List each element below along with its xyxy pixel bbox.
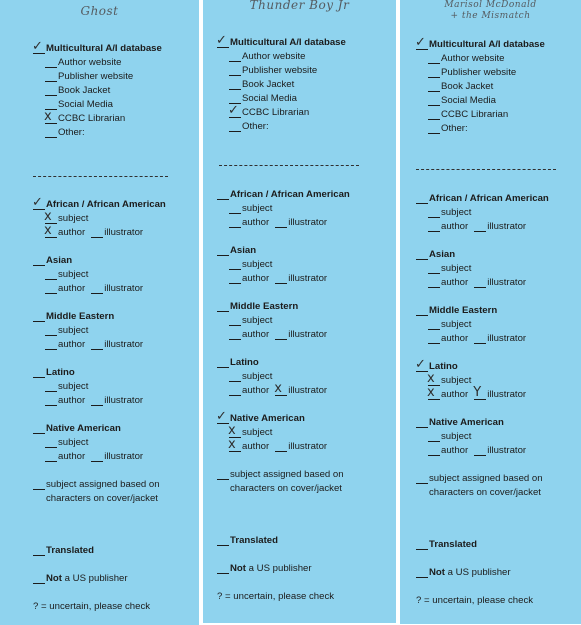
not-label: Not [46, 573, 62, 584]
checklist-sheet-1 [0, 0, 199, 625]
author-checkbox[interactable] [228, 437, 241, 452]
sheet-title [0, 6, 199, 17]
separator-line [219, 165, 359, 166]
source-item [217, 62, 346, 76]
subject-label: subject [58, 437, 89, 448]
source-label: Book Jacket [58, 85, 111, 96]
ethnicity-section [33, 196, 166, 612]
database-checkbox[interactable] [415, 35, 428, 50]
illustrator-label: illustrator [104, 451, 144, 462]
source-item [33, 124, 162, 138]
category-checkbox[interactable] [33, 422, 45, 434]
sheet-title-line-1: Ghost [80, 4, 119, 18]
handwritten-mark: ✓ [216, 409, 227, 424]
category-label: Middle Eastern [230, 301, 299, 312]
role-row [33, 378, 166, 392]
cover-based-label-line-2: characters on cover/jacket [46, 493, 158, 504]
subject-checkbox[interactable] [229, 202, 241, 214]
uncertain-note [416, 592, 549, 606]
source-checkbox[interactable] [428, 80, 440, 92]
subject-label: subject [58, 269, 89, 280]
illustrator-label: illustrator [104, 339, 144, 350]
category-native-american [416, 414, 549, 428]
database-label: Multicultural A/I database [429, 39, 545, 50]
translated-checkbox[interactable] [217, 534, 229, 546]
illustrator-label: illustrator [487, 333, 527, 344]
subject-label: subject [242, 203, 273, 214]
handwritten-mark: x [228, 423, 236, 438]
author-checkbox[interactable] [229, 384, 241, 396]
author-label: author [441, 333, 469, 344]
role-row [33, 322, 166, 336]
uncertain-note [33, 598, 166, 612]
cover-based-checkbox[interactable] [217, 468, 229, 480]
us-publisher-label: a US publisher [444, 567, 511, 578]
illustrator-checkbox[interactable] [275, 216, 287, 228]
not-us-publisher-item [33, 570, 166, 584]
handwritten-mark: Y [473, 385, 482, 400]
cover-based-checkbox[interactable] [33, 478, 45, 490]
handwritten-mark: x [427, 385, 435, 400]
cover-based-item-continued [416, 484, 549, 498]
illustrator-checkbox[interactable] [274, 381, 287, 396]
subject-label: subject [441, 207, 472, 218]
sources-section [416, 36, 545, 134]
author-label: author [58, 227, 86, 238]
author-checkbox[interactable] [428, 444, 440, 456]
handwritten-mark: ✓ [32, 195, 43, 210]
source-checkbox[interactable] [229, 50, 241, 62]
cover-based-item-continued [33, 490, 166, 504]
subject-label: subject [58, 325, 89, 336]
handwritten-mark: ✓ [216, 33, 227, 48]
category-label: Latino [429, 361, 458, 372]
illustrator-label: illustrator [487, 445, 527, 456]
illustrator-label: illustrator [487, 389, 527, 400]
role-row [33, 336, 166, 350]
role-row [416, 372, 549, 386]
source-checkbox[interactable] [229, 64, 241, 76]
cover-based-label-line-2: characters on cover/jacket [230, 483, 342, 494]
category-checkbox[interactable] [416, 248, 428, 260]
source-checkbox[interactable] [45, 56, 57, 68]
role-row [33, 280, 166, 294]
illustrator-label: illustrator [288, 273, 328, 284]
category-middle-eastern [33, 308, 166, 322]
author-label: author [441, 277, 469, 288]
role-row [217, 312, 350, 326]
category-latino [33, 364, 166, 378]
source-label: Author website [58, 57, 122, 68]
role-row [217, 270, 350, 284]
category-checkbox[interactable] [217, 244, 229, 256]
role-row [217, 200, 350, 214]
category-checkbox[interactable] [33, 254, 45, 266]
cover-based-label-line-2: characters on cover/jacket [429, 487, 541, 498]
author-checkbox[interactable] [428, 220, 440, 232]
source-label: Book Jacket [441, 81, 494, 92]
author-checkbox[interactable] [428, 276, 440, 288]
category-label: African / African American [429, 193, 549, 204]
sources-section [217, 34, 346, 132]
category-middle-eastern [416, 302, 549, 316]
category-checkbox[interactable] [33, 366, 45, 378]
subject-label: subject [441, 263, 472, 274]
subject-label: subject [242, 315, 273, 326]
uncertain-label: ? = uncertain, please check [416, 595, 534, 606]
illustrator-checkbox[interactable] [275, 328, 287, 340]
role-row [217, 382, 350, 396]
illustrator-checkbox[interactable] [91, 450, 103, 462]
source-item [33, 110, 162, 124]
category-label: Middle Eastern [429, 305, 498, 316]
author-label: author [58, 339, 86, 350]
sources-section [33, 40, 162, 138]
category-asian [33, 252, 166, 266]
category-checkbox[interactable] [416, 416, 428, 428]
subject-label: subject [58, 213, 89, 224]
not-us-publisher-item [217, 560, 350, 574]
category-checkbox[interactable] [416, 192, 428, 204]
translated-item [416, 536, 549, 550]
role-row [217, 326, 350, 340]
category-asian [217, 242, 350, 256]
author-checkbox[interactable] [45, 338, 57, 350]
role-row [33, 224, 166, 238]
handwritten-mark: x [427, 371, 435, 386]
source-label: Other: [441, 123, 468, 134]
us-publisher-label: a US publisher [61, 573, 128, 584]
subject-label: subject [441, 375, 472, 386]
source-item [217, 104, 346, 118]
category-label: Latino [46, 367, 75, 378]
source-label: Publisher website [58, 71, 134, 82]
us-publisher-label: a US publisher [245, 563, 312, 574]
not-label: Not [230, 563, 246, 574]
source-label: Book Jacket [242, 79, 295, 90]
role-row [217, 424, 350, 438]
illustrator-label: illustrator [104, 283, 144, 294]
source-label: CCBC Librarian [58, 113, 126, 124]
author-label: author [242, 217, 270, 228]
ethnicity-section [416, 190, 549, 606]
source-item [33, 96, 162, 110]
source-checkbox[interactable] [428, 66, 440, 78]
author-checkbox[interactable] [428, 332, 440, 344]
role-row [217, 438, 350, 452]
source-label: Publisher website [242, 65, 318, 76]
illustrator-label: illustrator [104, 227, 144, 238]
author-checkbox[interactable] [427, 385, 440, 400]
cover-based-item [416, 470, 549, 484]
handwritten-mark: x [274, 381, 282, 396]
illustrator-label: illustrator [487, 221, 527, 232]
illustrator-label: illustrator [288, 217, 328, 228]
source-checkbox[interactable] [44, 109, 57, 124]
illustrator-checkbox[interactable] [91, 338, 103, 350]
category-checkbox[interactable] [33, 310, 45, 322]
source-checkbox[interactable] [428, 52, 440, 64]
database-label: Multicultural A/I database [46, 43, 162, 54]
database-item [217, 34, 346, 48]
author-checkbox[interactable] [229, 272, 241, 284]
role-row [416, 260, 549, 274]
role-row [217, 214, 350, 228]
source-item [33, 54, 162, 68]
author-label: author [58, 395, 86, 406]
subject-checkbox[interactable] [229, 314, 241, 326]
category-checkbox[interactable] [217, 188, 229, 200]
source-checkbox[interactable] [428, 122, 440, 134]
source-item [416, 120, 545, 134]
author-label: author [58, 451, 86, 462]
role-row [33, 210, 166, 224]
source-label: Author website [242, 51, 306, 62]
category-label: Asian [46, 255, 73, 266]
source-checkbox[interactable] [229, 78, 241, 90]
role-row [416, 330, 549, 344]
subject-label: subject [441, 431, 472, 442]
role-row [33, 434, 166, 448]
subject-checkbox[interactable] [428, 206, 440, 218]
source-item [217, 118, 346, 132]
illustrator-checkbox[interactable] [474, 444, 486, 456]
database-checkbox[interactable] [216, 33, 229, 48]
role-row [33, 448, 166, 462]
category-label: Asian [429, 249, 456, 260]
category-asian [416, 246, 549, 260]
author-label: author [441, 445, 469, 456]
cover-based-label: subject assigned based on [230, 469, 344, 480]
role-row [33, 392, 166, 406]
subject-checkbox[interactable] [45, 324, 57, 336]
role-row [416, 204, 549, 218]
author-label: author [242, 441, 270, 452]
sheet-title-line-2: + the Mismatch [450, 11, 531, 21]
role-row [416, 442, 549, 456]
subject-label: subject [441, 319, 472, 330]
category-latino [217, 354, 350, 368]
role-row [416, 274, 549, 288]
subject-checkbox[interactable] [45, 268, 57, 280]
handwritten-mark: ✓ [32, 39, 43, 54]
author-label: author [58, 283, 86, 294]
category-label: Middle Eastern [46, 311, 115, 322]
database-label: Multicultural A/I database [230, 37, 346, 48]
source-label: CCBC Librarian [242, 107, 310, 118]
subject-checkbox[interactable] [45, 380, 57, 392]
subject-checkbox[interactable] [45, 436, 57, 448]
category-african [217, 186, 350, 200]
illustrator-label: illustrator [487, 277, 527, 288]
translated-item [217, 532, 350, 546]
translated-item [33, 542, 166, 556]
category-label: Asian [230, 245, 257, 256]
subject-label: subject [242, 259, 273, 270]
source-item [33, 68, 162, 82]
category-checkbox[interactable] [217, 300, 229, 312]
category-label: Latino [230, 357, 259, 368]
category-checkbox[interactable] [217, 356, 229, 368]
role-row [217, 368, 350, 382]
source-label: Author website [441, 53, 505, 64]
illustrator-checkbox[interactable] [474, 332, 486, 344]
illustrator-checkbox[interactable] [91, 394, 103, 406]
cover-based-item [33, 476, 166, 490]
subject-checkbox[interactable] [428, 262, 440, 274]
source-item [217, 48, 346, 62]
sheet-title-line-1: Thunder Boy Jr [249, 0, 350, 12]
translated-label: Translated [46, 545, 94, 556]
role-row [33, 266, 166, 280]
separator-line [416, 169, 556, 170]
source-label: Social Media [58, 99, 113, 110]
subject-checkbox[interactable] [428, 318, 440, 330]
author-label: author [242, 329, 270, 340]
sheet-title [400, 0, 581, 22]
illustrator-label: illustrator [104, 395, 144, 406]
database-item [416, 36, 545, 50]
illustrator-checkbox[interactable] [275, 272, 287, 284]
not-us-publisher-checkbox[interactable] [33, 572, 45, 584]
author-label: author [441, 221, 469, 232]
handwritten-mark: ✓ [415, 35, 426, 50]
subject-label: subject [242, 371, 273, 382]
source-item [416, 106, 545, 120]
author-checkbox[interactable] [229, 216, 241, 228]
role-row [416, 386, 549, 400]
source-checkbox[interactable] [229, 120, 241, 132]
author-checkbox[interactable] [45, 450, 57, 462]
not-us-publisher-checkbox[interactable] [217, 562, 229, 574]
source-checkbox[interactable] [45, 70, 57, 82]
category-checkbox[interactable] [416, 304, 428, 316]
author-checkbox[interactable] [45, 282, 57, 294]
source-label: Other: [58, 127, 85, 138]
category-label: Native American [46, 423, 121, 434]
illustrator-checkbox[interactable] [474, 276, 486, 288]
cover-based-item [217, 466, 350, 480]
category-middle-eastern [217, 298, 350, 312]
handwritten-mark: x [228, 437, 236, 452]
author-checkbox[interactable] [229, 328, 241, 340]
illustrator-checkbox[interactable] [275, 440, 287, 452]
source-item [217, 90, 346, 104]
category-label: African / African American [230, 189, 350, 200]
source-item [416, 78, 545, 92]
separator-line [33, 176, 168, 177]
handwritten-mark: ✓ [228, 103, 239, 118]
author-label: author [242, 273, 270, 284]
role-row [416, 218, 549, 232]
category-label: Native American [429, 417, 504, 428]
source-checkbox[interactable] [228, 103, 241, 118]
source-item [416, 50, 545, 64]
source-label: CCBC Librarian [441, 109, 509, 120]
category-label: African / African American [46, 199, 166, 210]
subject-checkbox[interactable] [428, 430, 440, 442]
role-row [416, 428, 549, 442]
source-checkbox[interactable] [45, 84, 57, 96]
illustrator-checkbox[interactable] [473, 385, 486, 400]
checklist-sheet-3 [400, 0, 581, 624]
category-label: Native American [230, 413, 305, 424]
database-checkbox[interactable] [32, 39, 45, 54]
illustrator-label: illustrator [288, 329, 328, 340]
role-row [416, 316, 549, 330]
translated-label: Translated [429, 539, 477, 550]
category-native-american [217, 410, 350, 424]
source-label: Social Media [441, 95, 496, 106]
cover-based-checkbox[interactable] [416, 472, 428, 484]
not-label: Not [429, 567, 445, 578]
source-item [217, 76, 346, 90]
author-label: author [242, 385, 270, 396]
author-checkbox[interactable] [45, 394, 57, 406]
source-item [416, 92, 545, 106]
translated-label: Translated [230, 535, 278, 546]
illustrator-checkbox[interactable] [91, 282, 103, 294]
source-checkbox[interactable] [45, 126, 57, 138]
translated-checkbox[interactable] [416, 538, 428, 550]
author-label: author [441, 389, 469, 400]
source-label: Publisher website [441, 67, 517, 78]
ethnicity-section [217, 186, 350, 602]
cover-based-label: subject assigned based on [429, 473, 543, 484]
category-latino [416, 358, 549, 372]
category-african [33, 196, 166, 210]
handwritten-mark: x [44, 109, 52, 124]
handwritten-mark: x [44, 209, 52, 224]
subject-checkbox[interactable] [229, 370, 241, 382]
checklist-sheet-2 [203, 0, 396, 623]
subject-label: subject [242, 427, 273, 438]
cover-based-item-continued [217, 480, 350, 494]
subject-checkbox[interactable] [229, 258, 241, 270]
subject-label: subject [58, 381, 89, 392]
author-checkbox[interactable] [44, 223, 57, 238]
handwritten-mark: ✓ [415, 357, 426, 372]
sheet-title-line-1: Marisol McDonald [444, 0, 537, 10]
not-us-publisher-item [416, 564, 549, 578]
sheet-title [203, 0, 396, 11]
uncertain-label: ? = uncertain, please check [217, 591, 335, 602]
handwritten-mark: x [44, 223, 52, 238]
source-label: Other: [242, 121, 269, 132]
cover-based-label: subject assigned based on [46, 479, 160, 490]
not-us-publisher-checkbox[interactable] [416, 566, 428, 578]
uncertain-label: ? = uncertain, please check [33, 601, 151, 612]
category-native-american [33, 420, 166, 434]
database-item [33, 40, 162, 54]
illustrator-label: illustrator [288, 441, 328, 452]
source-item [33, 82, 162, 96]
translated-checkbox[interactable] [33, 544, 45, 556]
illustrator-checkbox[interactable] [91, 226, 103, 238]
source-label: Social Media [242, 93, 297, 104]
illustrator-label: illustrator [288, 385, 328, 396]
illustrator-checkbox[interactable] [474, 220, 486, 232]
source-item [416, 64, 545, 78]
uncertain-note [217, 588, 350, 602]
source-checkbox[interactable] [428, 94, 440, 106]
source-checkbox[interactable] [428, 108, 440, 120]
role-row [217, 256, 350, 270]
category-african [416, 190, 549, 204]
